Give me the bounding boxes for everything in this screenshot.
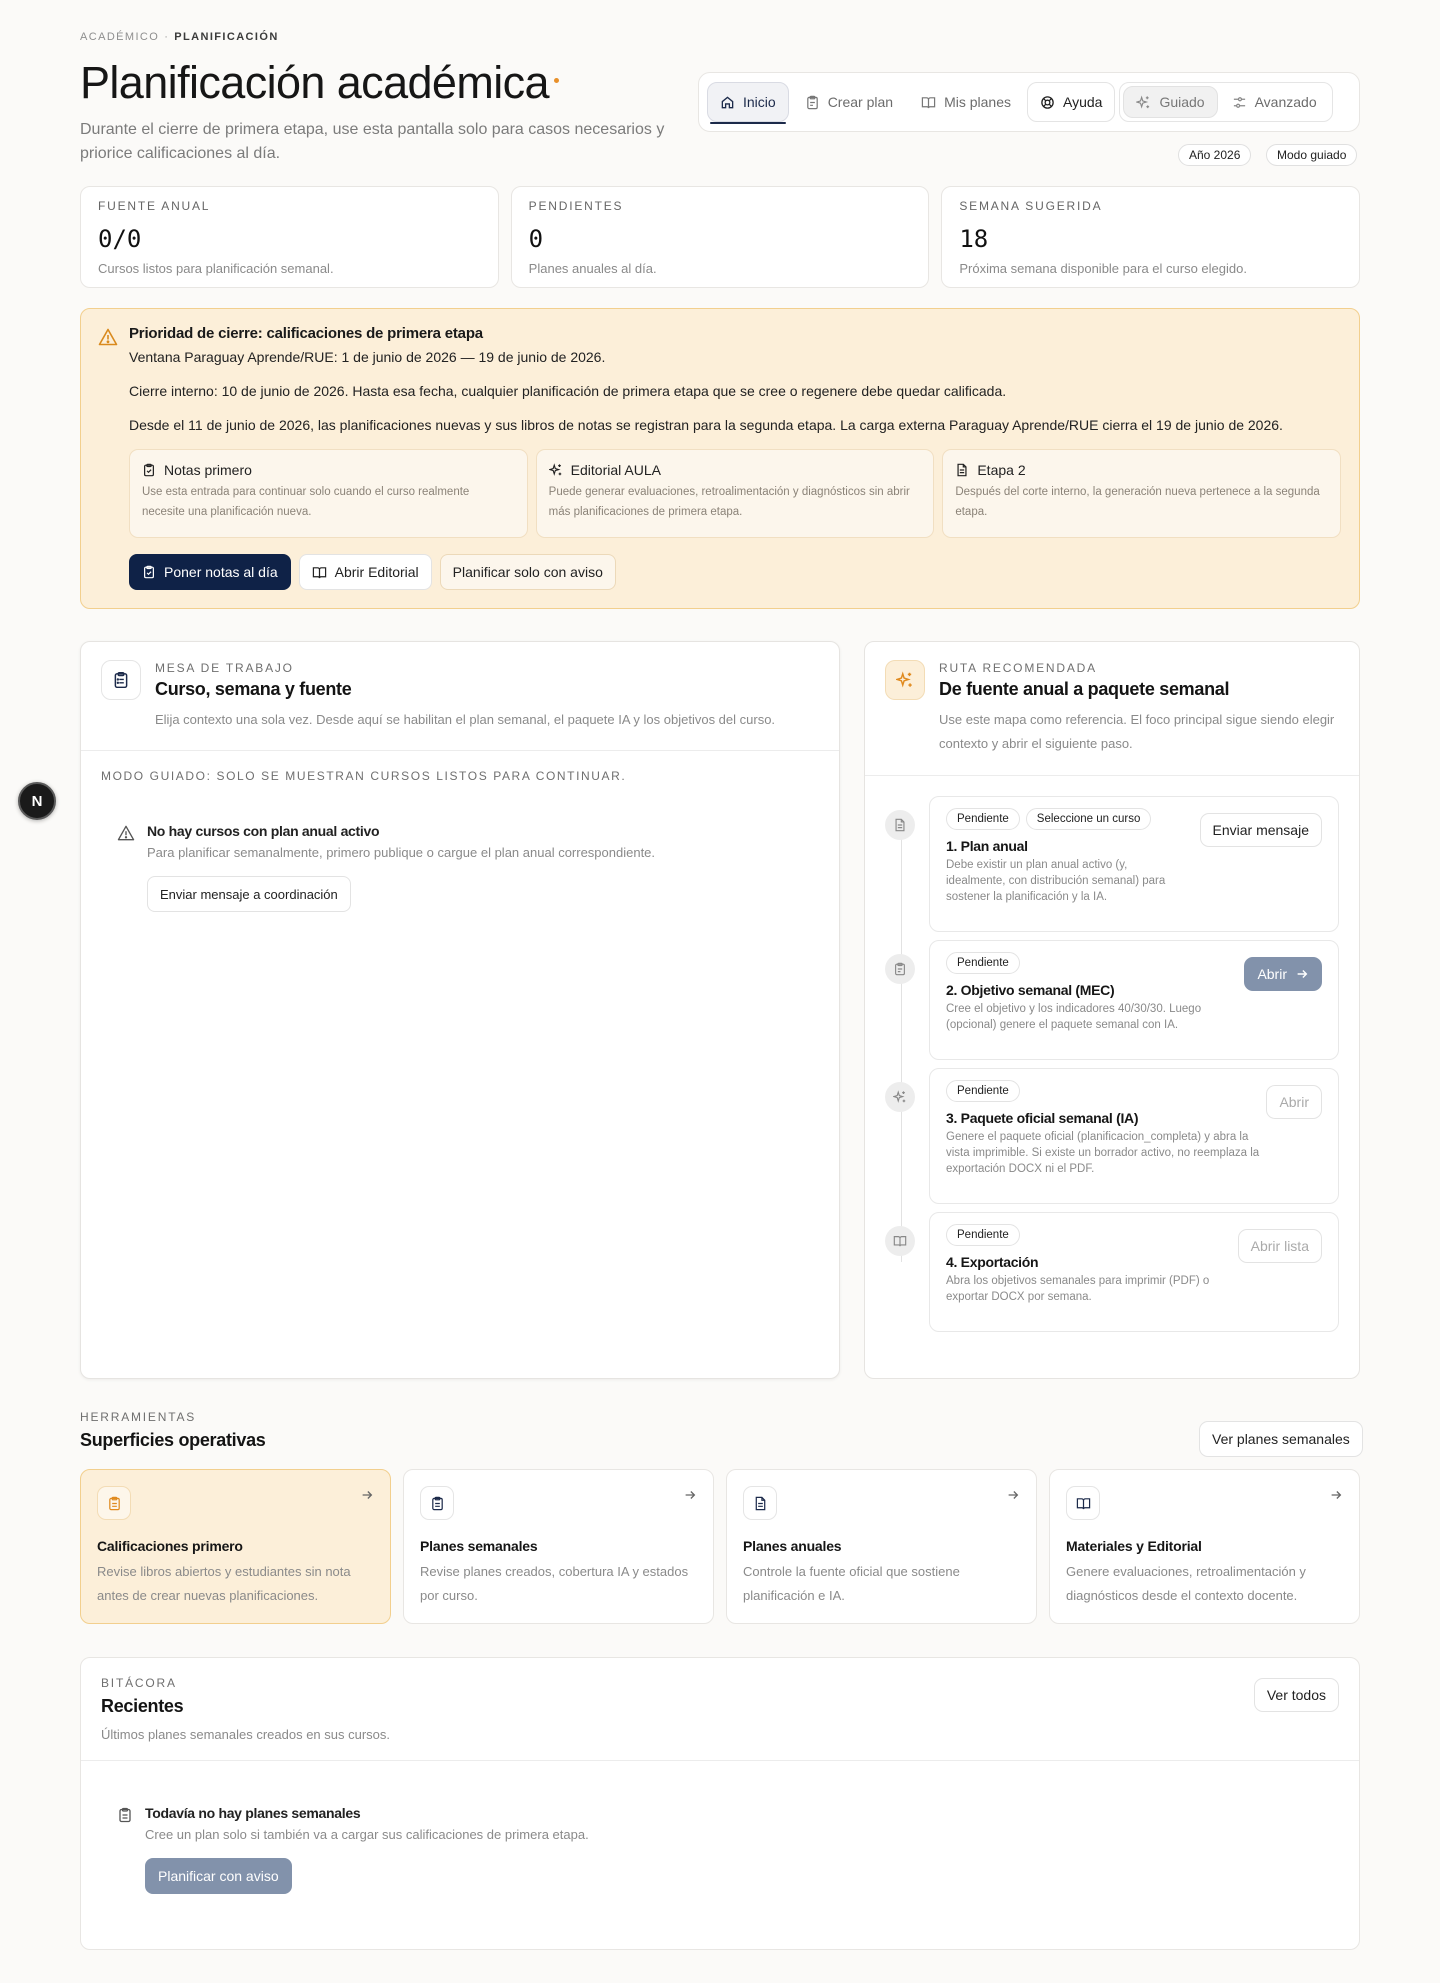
stat-value: 0: [528, 225, 544, 253]
nav-help-label: Ayuda: [1062, 94, 1103, 110]
stats-row: [80, 186, 1360, 288]
nav-my-plans-label: Mis planes: [944, 94, 1011, 110]
tool-title: Planes semanales: [420, 1538, 538, 1554]
stat-label: FUENTE ANUAL: [98, 199, 211, 213]
book-open-icon: [1066, 1486, 1100, 1520]
sparkles-icon: [1136, 95, 1151, 110]
banner-card-title: Editorial AULA: [570, 462, 661, 478]
tool-card-grades-first[interactable]: [80, 1469, 391, 1624]
nav-create-plan[interactable]: [793, 82, 905, 122]
arrow-right-icon: [1295, 967, 1309, 981]
nav-home-label: Inicio: [743, 94, 776, 110]
banner-second-stage-text: Desde el 11 de junio de 2026, las planificaciones nuevas y sus libros de notas se registran para la segunda etapa. La carga externa Paraguay Aprende/RUE cierra el 19 de junio de 2026.: [129, 417, 1283, 433]
button-label: Poner notas al día: [164, 564, 278, 580]
button-label: Abrir: [1257, 966, 1287, 982]
tools-grid: [80, 1469, 1360, 1624]
tool-description: Controle la fuente oficial que sostiene planificación e IA.: [743, 1564, 960, 1603]
document-icon: [955, 463, 969, 477]
status-badge: Pendiente: [946, 1224, 1020, 1246]
book-open-icon: [885, 1226, 915, 1256]
tool-description: Revise libros abiertos y estudiantes sin nota antes de crear nuevas planificaciones.: [97, 1564, 351, 1603]
empty-title: Todavía no hay planes semanales: [145, 1805, 361, 1821]
clipboard-check-icon: [142, 463, 156, 477]
book-open-icon: [921, 95, 936, 110]
button-label: Abrir Editorial: [334, 564, 419, 580]
step-description: Cree el objetivo y los indicadores 40/30/30. Luego (opcional) genere el paquete semanal con IA.: [946, 1003, 1202, 1031]
page-subtitle: Durante el cierre de primera etapa, use esta pantalla solo para casos necesarios y priorice calificaciones al día.: [80, 121, 665, 162]
year-pill: Año 2026: [1178, 144, 1251, 166]
home-icon: [720, 95, 735, 110]
banner-card-text: Después del corte interno, la generación nueva pertenece a la segunda etapa.: [955, 486, 1320, 518]
step-description: Abra los objetivos semanales para imprimir (PDF) o exportar DOCX por semana.: [946, 1275, 1210, 1303]
mode-guided-label: Guiado: [1159, 94, 1205, 110]
tool-card-weekly-plans[interactable]: [403, 1469, 714, 1624]
view-weekly-plans-button[interactable]: Ver planes semanales: [1199, 1421, 1363, 1457]
view-all-button[interactable]: Ver todos: [1254, 1678, 1339, 1712]
step-title: 4. Exportación: [946, 1254, 1039, 1270]
grades-up-to-date-button[interactable]: [129, 554, 291, 590]
step-title: 2. Objetivo semanal (MEC): [946, 982, 1115, 998]
banner-card-text: Use esta entrada para continuar solo cuando el curso realmente necesite una planificación nueva.: [142, 486, 470, 518]
sparkles-icon: [885, 1082, 915, 1112]
step-title: 1. Plan anual: [946, 838, 1028, 854]
sparkles-icon: [885, 660, 925, 700]
arrow-right-icon: [360, 1488, 374, 1502]
route-kicker: RUTA RECOMENDADA: [939, 661, 1097, 675]
sliders-icon: [1232, 95, 1247, 110]
arrow-right-icon: [1006, 1488, 1020, 1502]
stat-card-suggested-week: [941, 186, 1360, 288]
recent-description: Últimos planes semanales creados en sus cursos.: [101, 1727, 391, 1742]
recent-panel: [80, 1657, 1360, 1950]
step-description: Debe existir un plan anual activo (y, idealmente, con distribución semanal) para sostener la planificación y la IA.: [946, 859, 1166, 903]
route-step-export: [885, 1212, 1339, 1332]
route-description: Use este mapa como referencia. El foco principal sigue siendo elegir contexto y abrir el siguiente paso.: [939, 712, 1335, 751]
banner-card-text: Puede generar evaluaciones, retroalimentación y diagnósticos sin abrir más planificaciones de primera etapa.: [548, 486, 910, 518]
banner-window-text: Ventana Paraguay Aprende/RUE: 1 de junio de 2026 — 19 de junio de 2026.: [129, 349, 606, 365]
recent-kicker: BITÁCORA: [101, 1676, 177, 1690]
plan-with-warning-button[interactable]: [440, 554, 616, 590]
banner-card-grades-first: [129, 449, 528, 538]
clipboard-list-icon: [101, 660, 141, 700]
route-step-weekly-objective: [885, 940, 1339, 1060]
workbench-kicker: MESA DE TRABAJO: [155, 661, 294, 675]
workbench-description: Elija contexto una sola vez. Desde aquí se habilitan el plan semanal, el paquete IA y los objetivos del curso.: [155, 712, 776, 727]
stat-note: Cursos listos para planificación semanal.: [98, 261, 334, 276]
button-label: Planificar solo con aviso: [452, 564, 603, 580]
document-icon: [743, 1486, 777, 1520]
tools-kicker: HERRAMIENTAS: [80, 1410, 197, 1424]
recommended-route-panel: [864, 641, 1360, 1379]
no-weekly-plans-empty-state: [81, 1761, 1359, 1894]
nav-my-plans[interactable]: [909, 82, 1023, 122]
banner-card-title: Notas primero: [164, 462, 252, 478]
mode-pill: Modo guiado: [1266, 144, 1357, 166]
lifebuoy-icon: [1040, 95, 1055, 110]
mode-advanced[interactable]: [1220, 86, 1329, 118]
banner-cards: [129, 449, 1341, 538]
mode-switch: [1119, 82, 1332, 122]
tool-description: Genere evaluaciones, retroalimentación y diagnósticos desde el contexto docente.: [1066, 1564, 1306, 1603]
banner-actions: [129, 554, 1341, 590]
nav-create-label: Crear plan: [827, 94, 894, 110]
breadcrumb-root[interactable]: ACADÉMICO: [80, 31, 160, 43]
empty-description: Para planificar semanalmente, primero publique o cargue el plan anual correspondiente.: [147, 845, 656, 860]
tool-title: Materiales y Editorial: [1066, 1538, 1202, 1554]
top-navigation: [698, 72, 1360, 132]
banner-card-title: Etapa 2: [977, 462, 1026, 478]
open-package-button[interactable]: Abrir: [1266, 1085, 1322, 1119]
stat-note: Próxima semana disponible para el curso elegido.: [959, 261, 1247, 276]
page-title: Planificación académica: [80, 52, 559, 114]
tools-header: [80, 1410, 266, 1451]
select-course-badge: Seleccione un curso: [1026, 808, 1152, 830]
tool-description: Revise planes creados, cobertura IA y estados por curso.: [420, 1564, 689, 1603]
route-step-ai-package: [885, 1068, 1339, 1204]
plan-with-warning-button[interactable]: Planificar con aviso: [145, 1858, 292, 1894]
tools-title: Superficies operativas: [80, 1430, 266, 1450]
mode-advanced-label: Avanzado: [1254, 94, 1317, 110]
clipboard-list-icon: [420, 1486, 454, 1520]
warning-icon: [98, 328, 118, 346]
tool-card-annual-plans[interactable]: [726, 1469, 1037, 1624]
banner-internal-close-text: Cierre interno: 10 de junio de 2026. Hasta esa fecha, cualquier planificación de primera etapa que se cree o regenere debe quedar calificada.: [129, 383, 1007, 399]
empty-title: No hay cursos con plan anual activo: [147, 823, 380, 839]
workbench-panel: [80, 641, 840, 1379]
no-courses-empty-state: [81, 783, 839, 912]
status-badge: Pendiente: [946, 808, 1020, 830]
step-title: 3. Paquete oficial semanal (IA): [946, 1110, 1139, 1126]
stat-label: SEMANA SUGERIDA: [959, 199, 1103, 213]
banner-card-editorial: [536, 449, 935, 538]
book-open-icon: [312, 565, 327, 580]
guided-mode-note: MODO GUIADO: SOLO SE MUESTRAN CURSOS LISTOS PARA CONTINUAR.: [101, 769, 627, 783]
dev-tools-badge[interactable]: N: [18, 782, 56, 820]
step-card: [929, 940, 1339, 1060]
clipboard-icon: [805, 95, 820, 110]
arrow-right-icon: [683, 1488, 697, 1502]
open-objective-button[interactable]: [1244, 957, 1322, 991]
nav-help[interactable]: [1027, 82, 1115, 122]
empty-description: Cree un plan solo si también va a cargar sus calificaciones de primera etapa.: [145, 1827, 589, 1842]
stat-value: 0/0: [98, 225, 142, 253]
mode-guided[interactable]: [1123, 86, 1217, 118]
banner-title: Prioridad de cierre: calificaciones de primera etapa: [129, 325, 483, 342]
recent-title: Recientes: [101, 1696, 184, 1716]
route-title: De fuente anual a paquete semanal: [939, 679, 1230, 699]
clipboard-icon: [117, 1807, 133, 1823]
stat-card-annual-source: [80, 186, 499, 288]
tool-title: Planes anuales: [743, 1538, 842, 1554]
stat-note: Planes anuales al día.: [528, 261, 657, 276]
route-steps: [865, 776, 1359, 1332]
breadcrumb: ACADÉMICO · PLANIFICACIÓN: [80, 31, 279, 43]
message-coordination-button[interactable]: Enviar mensaje a coordinación: [147, 876, 351, 912]
open-list-button[interactable]: Abrir lista: [1238, 1229, 1322, 1263]
step-card: [929, 1212, 1339, 1332]
clipboard-icon: [885, 954, 915, 984]
sparkles-icon: [549, 463, 563, 477]
workbench-title: Curso, semana y fuente: [155, 679, 352, 699]
banner-card-stage-2: [942, 449, 1341, 538]
nav-home[interactable]: [707, 82, 789, 122]
arrow-right-icon: [1329, 1488, 1343, 1502]
step-description: Genere el paquete oficial (planificacion_completa) y abra la vista imprimible. Si existe un borrador activo, no reemplaza la exportación DOCX ni el PDF.: [946, 1131, 1260, 1175]
status-badge: Pendiente: [946, 952, 1020, 974]
breadcrumb-current: PLANIFICACIÓN: [174, 31, 279, 43]
tool-card-materials-editorial[interactable]: [1049, 1469, 1360, 1624]
stat-value: 18: [959, 225, 989, 253]
tool-title: Calificaciones primero: [97, 1538, 243, 1554]
stat-card-pending: [511, 186, 930, 288]
route-step-annual-plan: [885, 796, 1339, 932]
step-card: [929, 796, 1339, 932]
warning-icon: [117, 825, 135, 841]
stat-label: PENDIENTES: [528, 199, 624, 213]
title-accent-dot: [554, 78, 559, 83]
status-badge: Pendiente: [946, 1080, 1020, 1102]
open-editorial-button[interactable]: [299, 554, 432, 590]
clipboard-icon: [97, 1486, 131, 1520]
send-message-button[interactable]: Enviar mensaje: [1200, 813, 1323, 847]
step-card: [929, 1068, 1339, 1204]
document-icon: [885, 810, 915, 840]
closing-priority-banner: [80, 308, 1360, 609]
clipboard-check-icon: [142, 565, 156, 579]
